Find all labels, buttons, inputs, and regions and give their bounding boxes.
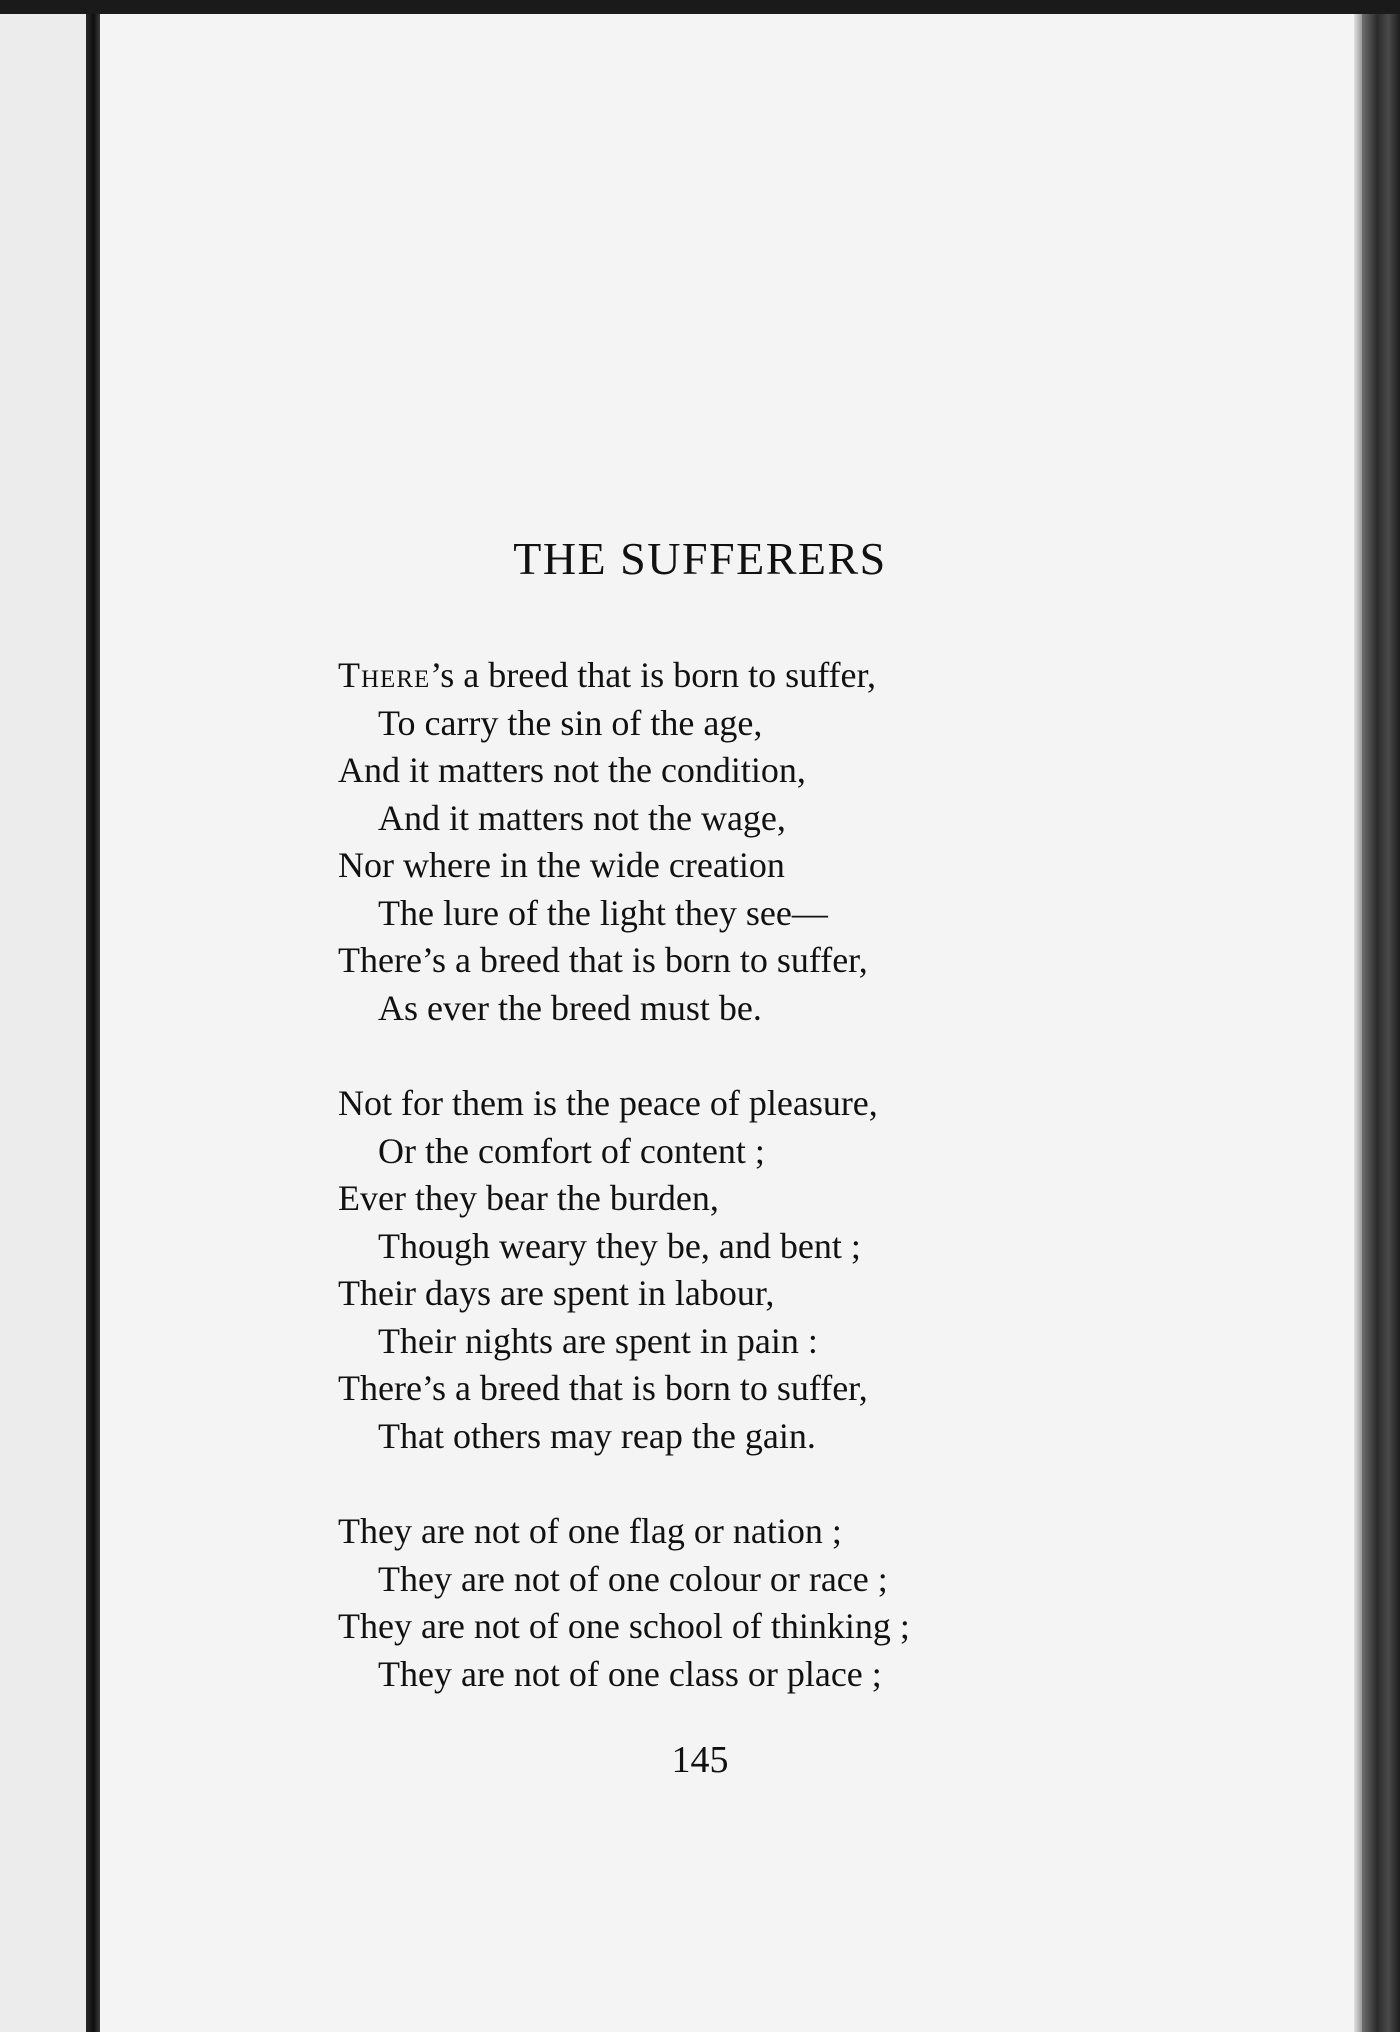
poem-line-text: The lure of the light they see— <box>378 892 828 933</box>
poem-line-text: Not for them is the peace of pleasure, <box>338 1083 878 1123</box>
opening-small-caps-word: There <box>338 655 431 695</box>
poem-title: THE SUFFERERS <box>513 533 887 584</box>
poem-line-text: And it matters not the condition, <box>338 750 806 790</box>
poem-line <box>338 1175 1138 1223</box>
facing-page-edge <box>0 14 90 2032</box>
poem-line-text: There’s a breed that is born to suffer, <box>338 1368 868 1408</box>
poem-line <box>338 890 1138 938</box>
poem-line-text: Ever they bear the burden, <box>338 1178 719 1218</box>
poem-line <box>338 747 1138 795</box>
stanza <box>338 652 1138 1032</box>
poem-line <box>338 1413 1138 1461</box>
poem-line <box>338 1556 1138 1604</box>
poem-line-text: And it matters not the wage, <box>378 797 786 838</box>
poem-line <box>338 1128 1138 1176</box>
poem-line-text: ’s a breed that is born to suffer, <box>430 655 877 695</box>
poem-line-text: That others may reap the gain. <box>378 1415 816 1456</box>
poem-line <box>338 700 1138 748</box>
poem-line <box>338 1080 1138 1128</box>
page-edge-shadow <box>1354 14 1362 2032</box>
poem-line <box>338 1651 1138 1699</box>
poem-line-text: As ever the breed must be. <box>378 987 762 1028</box>
poem-line-text: To carry the sin of the age, <box>378 702 763 743</box>
poem-body <box>338 652 1138 1746</box>
poem-line <box>338 1318 1138 1366</box>
stanza <box>338 1508 1138 1698</box>
poem-line <box>338 1603 1138 1651</box>
poem-line <box>338 937 1138 985</box>
poem-line-text: Though weary they be, and bent ; <box>378 1225 861 1266</box>
poem-line <box>338 1365 1138 1413</box>
book-cover-edge <box>1362 14 1400 2032</box>
poem-line <box>338 1223 1138 1271</box>
poem-line <box>338 1270 1138 1318</box>
poem-line-text: Their days are spent in labour, <box>338 1273 775 1313</box>
poem-line <box>338 985 1138 1033</box>
poem-line-text: Or the comfort of content ; <box>378 1130 765 1171</box>
poem-line <box>338 842 1138 890</box>
book-gutter <box>86 14 100 2032</box>
poem-line-text: There’s a breed that is born to suffer, <box>338 940 868 980</box>
poem-line-text: They are not of one flag or nation ; <box>338 1511 842 1551</box>
poem-line <box>338 652 1138 700</box>
poem-line-text: They are not of one school of thinking ; <box>338 1606 910 1646</box>
page-number: 145 <box>671 1739 729 1781</box>
poem-line-text: Nor where in the wide creation <box>338 845 785 885</box>
poem-line-text: Their nights are spent in pain : <box>378 1320 818 1361</box>
poem-line-text: They are not of one colour or race ; <box>378 1558 888 1599</box>
poem-line <box>338 1508 1138 1556</box>
poem-line-text: They are not of one class or place ; <box>378 1653 882 1694</box>
stanza <box>338 1080 1138 1460</box>
poem-line <box>338 795 1138 843</box>
top-page-edge <box>0 0 1400 14</box>
